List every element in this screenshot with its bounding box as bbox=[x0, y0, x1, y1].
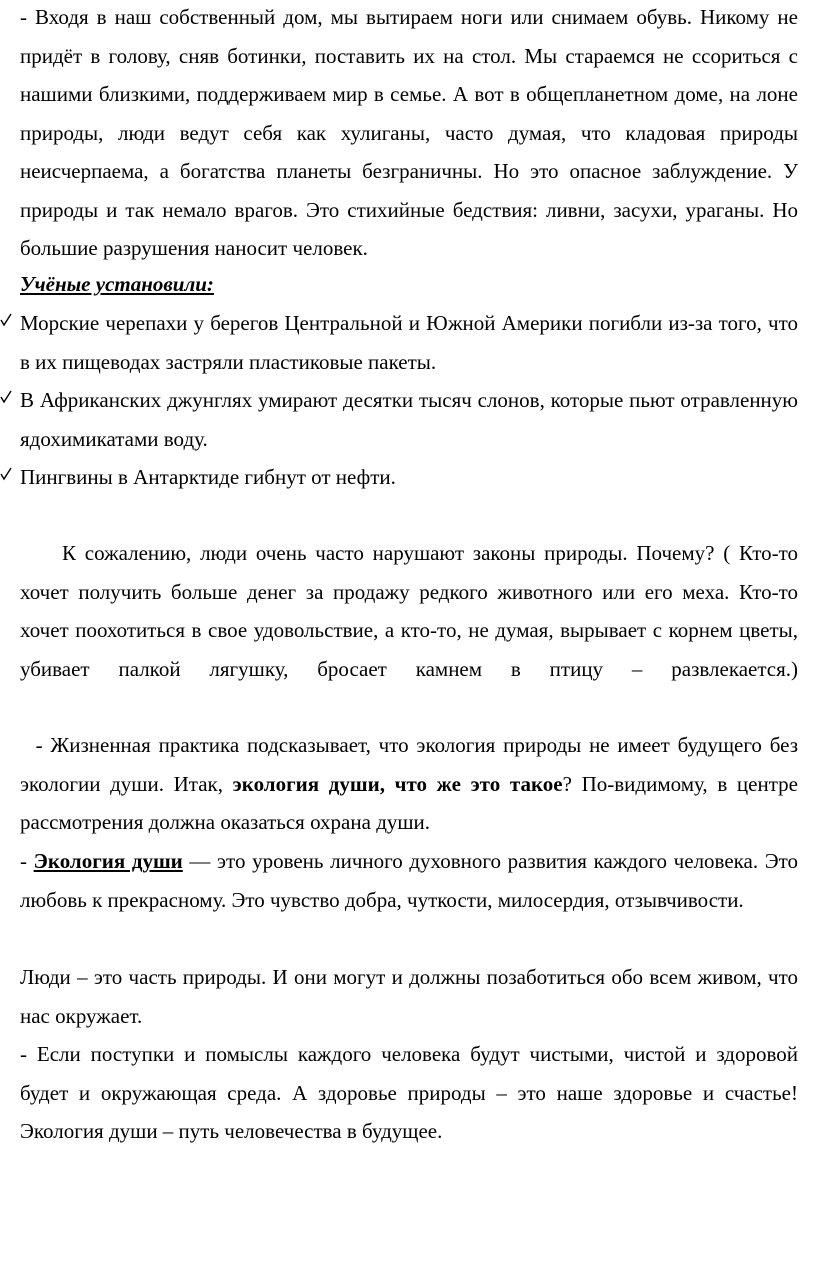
fact-item-penguins: Пингвины в Антарктиде гибнут от нефти. bbox=[20, 465, 396, 489]
definition-dash: - bbox=[20, 849, 34, 873]
definition-term: Экология души bbox=[33, 849, 183, 873]
fact-item-turtles: Морские черепахи у берегов Центральной и Южной Америки погибли из-за того, что в их пищеводах застряли пластиковые пакеты. bbox=[20, 311, 798, 374]
practice-question-bold: экология души, что же это такое bbox=[232, 771, 563, 796]
section-heading: Учёные установили: bbox=[20, 272, 214, 296]
checkmark-icon bbox=[0, 313, 12, 327]
closing-paragraph: - Если поступки и помыслы каждого человека будут чистыми, чистой и здоровой будет и окружающая среда. А здоровье природы – это наше здоровье и счастье! Экология души – путь человечества в будущее. bbox=[20, 1042, 798, 1143]
intro-paragraph: - Входя в наш собственный дом, мы вытираем ноги или снимаем обувь. Никому не придёт в голову, сняв ботинки, поставить их на стол. Мы стараемся не ссориться с нашими близкими, поддерживаем мир в семье. А вот в общепланетном доме, на лоне природы, люди ведут себя как хулиганы, часто думая, что кладовая природы неисчерпаема, а богатства планеты безграничны. Но это опасное заблуждение. У природы и так немало врагов. Это стихийные бедствия: ливни, засухи, ураганы. Но большие разрушения наносит человек. bbox=[20, 5, 798, 260]
practice-text-end: ? По-видимому, в центре рассмотрения должна оказаться охрана души. bbox=[20, 771, 804, 834]
practice-text-start: - Жизненная практика подсказывает, что экология природы не имеет будущего без экологии души. Итак, bbox=[20, 733, 804, 796]
fact-item-elephants: В Африканских джунглях умирают десятки тысяч слонов, которые пьют отравленную ядохимикатами воду. bbox=[20, 388, 798, 451]
checkmark-icon bbox=[0, 390, 12, 404]
practice-paragraph bbox=[20, 726, 804, 842]
definition-paragraph bbox=[20, 842, 804, 919]
violations-paragraph: К сожалению, люди очень часто нарушают законы природы. Почему? ( Кто-то хочет получить больше денег за продажу редкого животного или его меха. Кто-то хочет поохотиться в свое удовольствие, а кто-то, не думая, вырывает с корнем цветы, убивает палкой лягушку, бросает камнем в птицу – развлекается.) bbox=[20, 541, 798, 681]
definition-text: — это уровень личного духовного развития каждого человека. Это любовь к прекрасному. Это чувство добра, чуткости, милосердия, отзывчивости. bbox=[20, 849, 804, 912]
people-paragraph: Люди – это часть природы. И они могут и должны позаботиться обо всем живом, что нас окружает. bbox=[20, 965, 798, 1028]
checkmark-icon bbox=[0, 467, 12, 481]
